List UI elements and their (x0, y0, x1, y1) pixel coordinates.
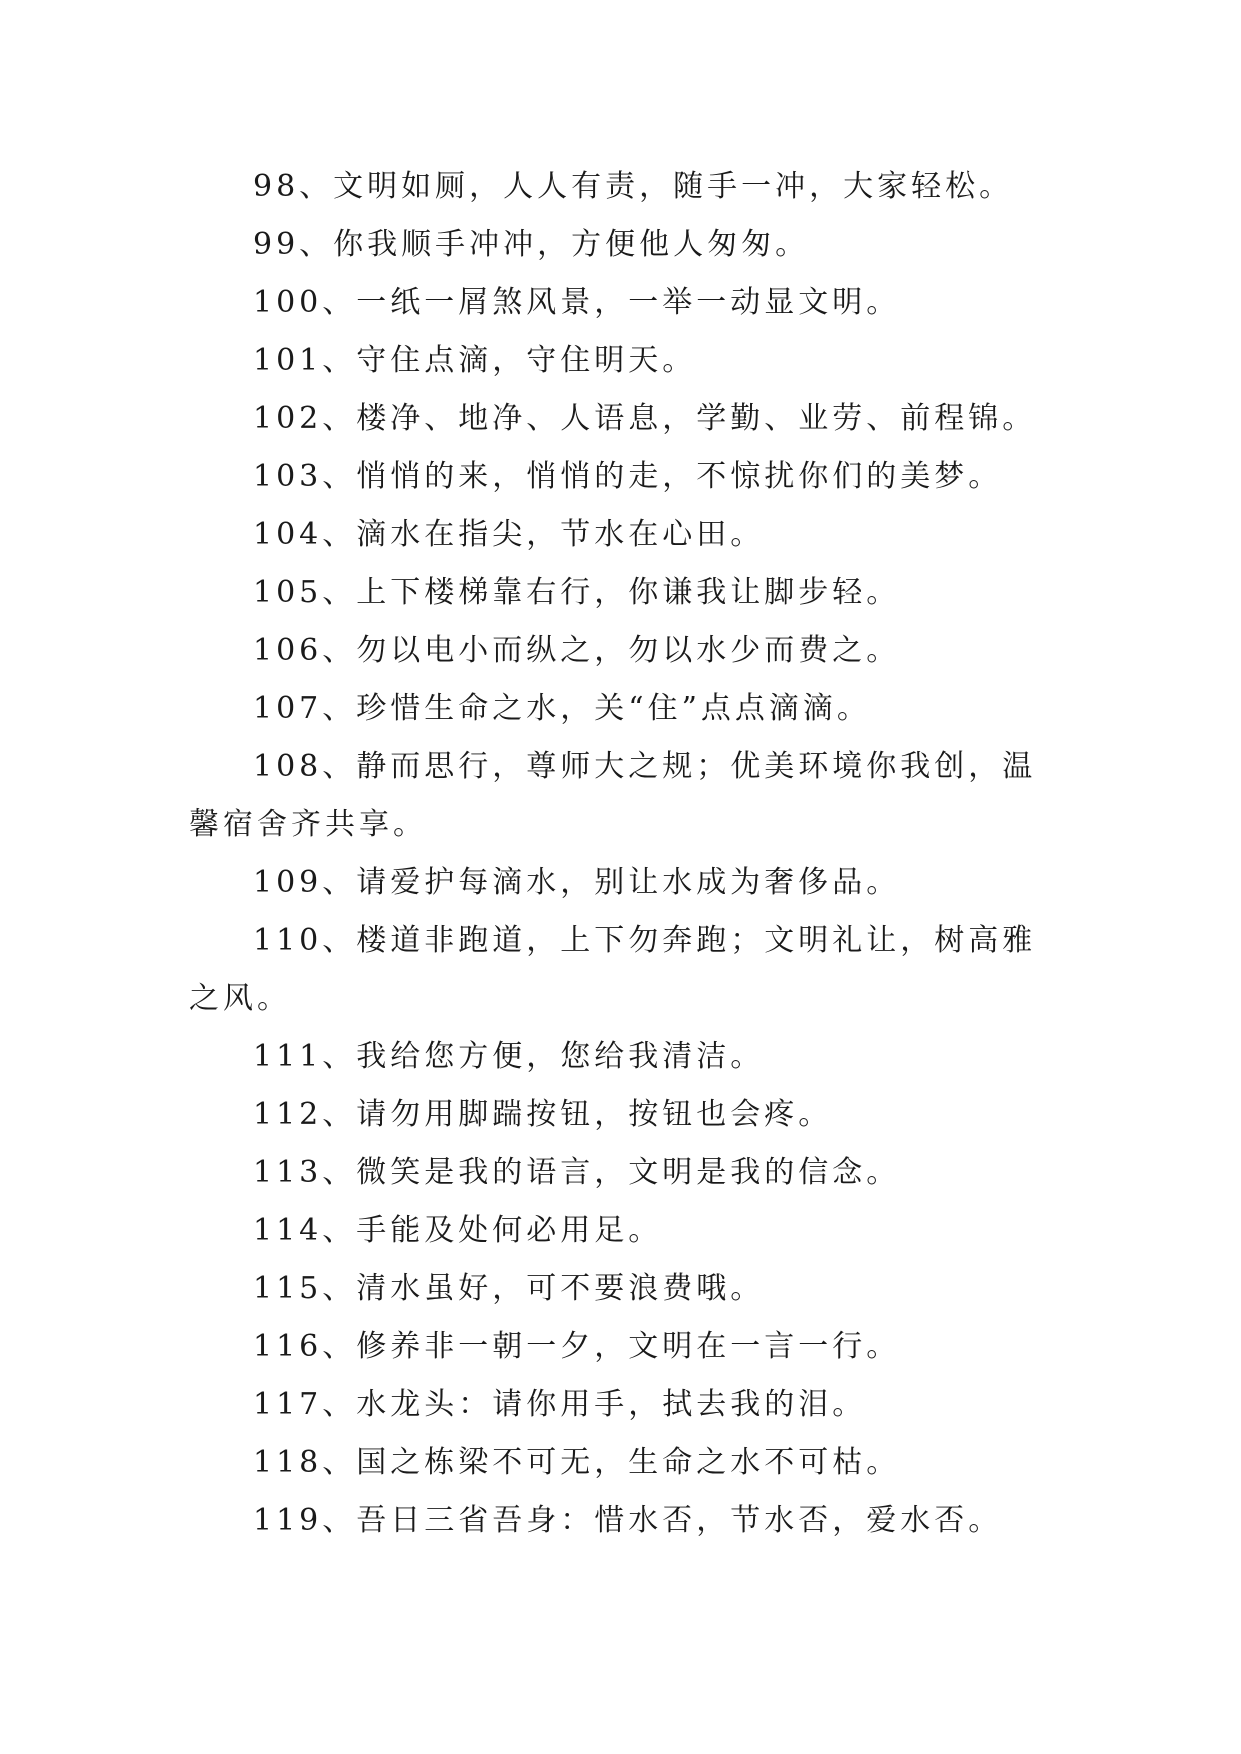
slogan-paragraph: 116、修养非一朝一夕，文明在一言一行。 (253, 1329, 901, 1364)
slogan-paragraph: 101、守住点滴，守住明天。 (253, 343, 697, 378)
slogan-paragraph: 109、请爱护每滴水，别让水成为奢侈品。 (253, 865, 901, 900)
slogan-paragraph: 102、楼净、地净、人语息，学勤、业劳、前程锦。 (253, 401, 1037, 436)
slogan-paragraph: 107、珍惜生命之水，关“住”点点滴滴。 (253, 691, 871, 726)
slogan-paragraph: 111、我给您方便，您给我清洁。 (253, 1039, 765, 1074)
slogan-paragraph: 105、上下楼梯靠右行，你谦我让脚步轻。 (253, 575, 901, 610)
slogan-paragraph: 114、手能及处何必用足。 (253, 1213, 663, 1248)
slogan-paragraph: 115、清水虽好，可不要浪费哦。 (253, 1271, 765, 1306)
slogan-paragraph: 113、微笑是我的语言，文明是我的信念。 (253, 1155, 901, 1190)
slogan-paragraph: 108、静而思行，尊师大之规；优美环境你我创，温馨宿舍齐共享。 (189, 749, 1037, 842)
slogan-paragraph: 99、你我顺手冲冲，方便他人匆匆。 (253, 227, 810, 262)
slogan-paragraph: 112、请勿用脚踹按钮，按钮也会疼。 (253, 1097, 833, 1132)
slogan-paragraph: 110、楼道非跑道，上下勿奔跑；文明礼让，树高雅之风。 (189, 923, 1037, 1016)
slogan-paragraph: 103、悄悄的来，悄悄的走，不惊扰你们的美梦。 (253, 459, 1003, 494)
slogan-paragraph: 119、吾日三省吾身：惜水否，节水否，爱水否。 (253, 1503, 1003, 1538)
slogan-paragraph: 98、文明如厕，人人有责，随手一冲，大家轻松。 (253, 169, 1014, 204)
slogan-paragraph: 117、水龙头：请你用手，拭去我的泪。 (253, 1387, 867, 1422)
slogan-paragraph: 106、勿以电小而纵之，勿以水少而费之。 (253, 633, 901, 668)
slogan-paragraph: 104、滴水在指尖，节水在心田。 (253, 517, 765, 552)
slogan-paragraph: 118、国之栋梁不可无，生命之水不可枯。 (253, 1445, 901, 1480)
document-body (189, 158, 1059, 1550)
slogan-paragraph: 100、一纸一屑煞风景，一举一动显文明。 (253, 285, 901, 320)
